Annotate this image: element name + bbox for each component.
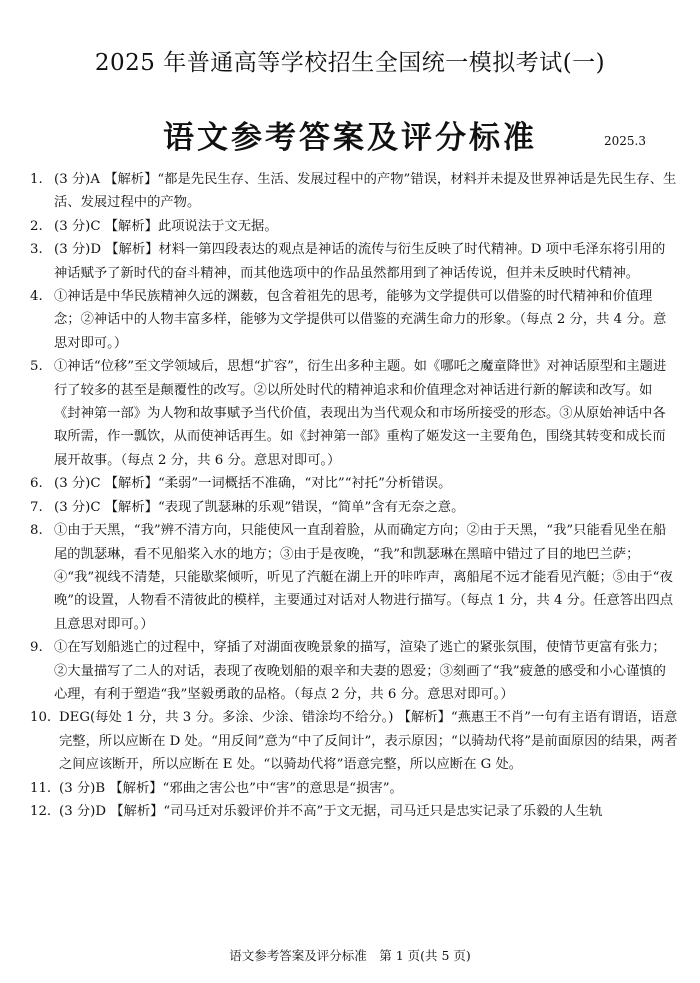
question-number: 5.: [30, 359, 43, 375]
answer-text: ①在写划船逃亡的过程中，穿插了对湖面夜晚景象的描写，渲染了逃亡的紧张氛围，使情节更富有张力；②大量描写了二人的对话，表现了夜晚划船的艰辛和夫妻的恩爱；③刻画了“我”疲惫的感受和小心谨慎的心理，有利于塑造“我”坚毅勇敢的品格。（每点 2 分，共 6 分。意思对即可。）: [54, 640, 666, 702]
question-number: 4.: [30, 289, 43, 305]
answer-text: (3 分)C 【解析】“表现了凯瑟琳的乐观”错误，“简单”含有无奈之意。: [54, 499, 465, 515]
answer-item: [30, 777, 678, 800]
page-footer: 语文参考答案及评分标准 第 1 页(共 5 页): [229, 948, 471, 963]
question-number: 2.: [30, 218, 43, 234]
question-number: 9.: [30, 640, 43, 656]
answer-text: ①由于天黑，“我”辨不清方向，只能使风一直刮着脸，从而确定方向；②由于天黑，“我”只能看见坐在船尾的凯瑟琳，看不见船桨入水的地方；③由于是夜晚，“我”和凯瑟琳在黑暗中错过了目的地巴兰萨；④“我”视线不清楚，只能歇桨倾听，听见了汽艇在湖上开的咔咋声，离船尾不远才能看见汽艇；⑤由于“夜晚”的设置，人物看不清彼此的模样，主要通过对话对人物进行描写。（每点 1 分，共 4 分。任意答出四点且意思对即可。）: [54, 523, 674, 632]
answer-text: (3 分)B 【解析】“邪曲之害公也”中“害”的意思是“损害”。: [59, 780, 403, 796]
answer-item: [30, 636, 678, 706]
answer-text: ①神话是中华民族精神久远的渊薮，包含着祖先的思考，能够为文学提供可以借鉴的时代精神和价值理念；②神话中的人物丰富多样，能够为文学提供可以借鉴的充满生命力的形象。（每点 2 分，共 4 分。意思对即可。）: [54, 289, 667, 351]
question-number: 7.: [30, 499, 43, 515]
answer-item: [30, 472, 678, 495]
question-number: 6.: [30, 476, 43, 492]
answer-text: (3 分)C 【解析】此项说法于文无据。: [54, 218, 278, 234]
answer-text: (3 分)D 【解析】材料一第四段表达的观点是神话的流传与衍生反映了时代精神。D 项中毛泽东将引用的神话赋予了新时代的奋斗精神，而其他选项中的作品虽然都用到了神话传说，但并未反映时代精神。: [54, 242, 666, 281]
answer-text: DEG(每处 1 分，共 3 分。多涂、少涂、错涂均不给分。) 【解析】“燕惠王不肖”一句有主语有谓语，语意完整，所以应断在 D 处。“用反间”意为“中了反间计”，表示原因；“以骑劫代将”是前面原因的结果，两者之间应该断开，所以应断在 E 处。“以骑劫代将”语意完整，所以应断在 G 处。: [59, 710, 678, 773]
answer-item: [30, 519, 678, 636]
question-number: 1.: [30, 172, 43, 187]
answer-text: (3 分)A 【解析】“都是先民生存、生活、发展过程中的产物”错误，材料并未提及世界神话是先民生存、生活、发展过程中的产物。: [54, 172, 677, 211]
answer-list: [30, 168, 678, 823]
document-date: 2025.3: [604, 134, 646, 148]
exam-title: 2025 年普通高等学校招生全国统一模拟考试(一): [94, 50, 606, 76]
question-number: 8.: [30, 523, 43, 539]
question-number: 11.: [30, 780, 52, 796]
answer-item: [30, 800, 678, 823]
answer-text: (3 分)C 【解析】“柔弱”一词概括不准确，“对比”“衬托”分析错误。: [54, 476, 452, 492]
answer-text: (3 分)D 【解析】“司马迁对乐毅评价并不高”于文无据，司马迁只是忠实记录了乐毅的人生轨: [59, 803, 603, 819]
document-title: 语文参考答案及评分标准: [163, 120, 537, 156]
answer-item: [30, 215, 678, 238]
question-number: 12.: [30, 803, 52, 819]
question-number: 10.: [30, 710, 52, 726]
question-number: 3.: [30, 242, 43, 258]
answer-item: [30, 706, 678, 776]
answer-item: [30, 168, 678, 215]
answer-text: ①神话“位移”至文学领域后，思想“扩容”，衍生出多种主题。如《哪吒之魔童降世》对神话原型和主题进行了较多的甚至是颠覆性的改写。②以所处时代的精神追求和价值理念对神话进行新的解读和改写。如《封神第一部》为人物和故事赋予当代价值，表现出为当代观众和市场所接受的形态。③从原始神话中各取所需，作一瓢饮，从而使神话再生。如《封神第一部》重构了姬发这一主要角色，围绕其转变和成长而展开故事。（每点 2 分，共 6 分。意思对即可。）: [54, 359, 667, 468]
answer-item: [30, 285, 678, 355]
answer-item: [30, 238, 678, 285]
answer-item: [30, 355, 678, 472]
answer-item: [30, 496, 678, 519]
